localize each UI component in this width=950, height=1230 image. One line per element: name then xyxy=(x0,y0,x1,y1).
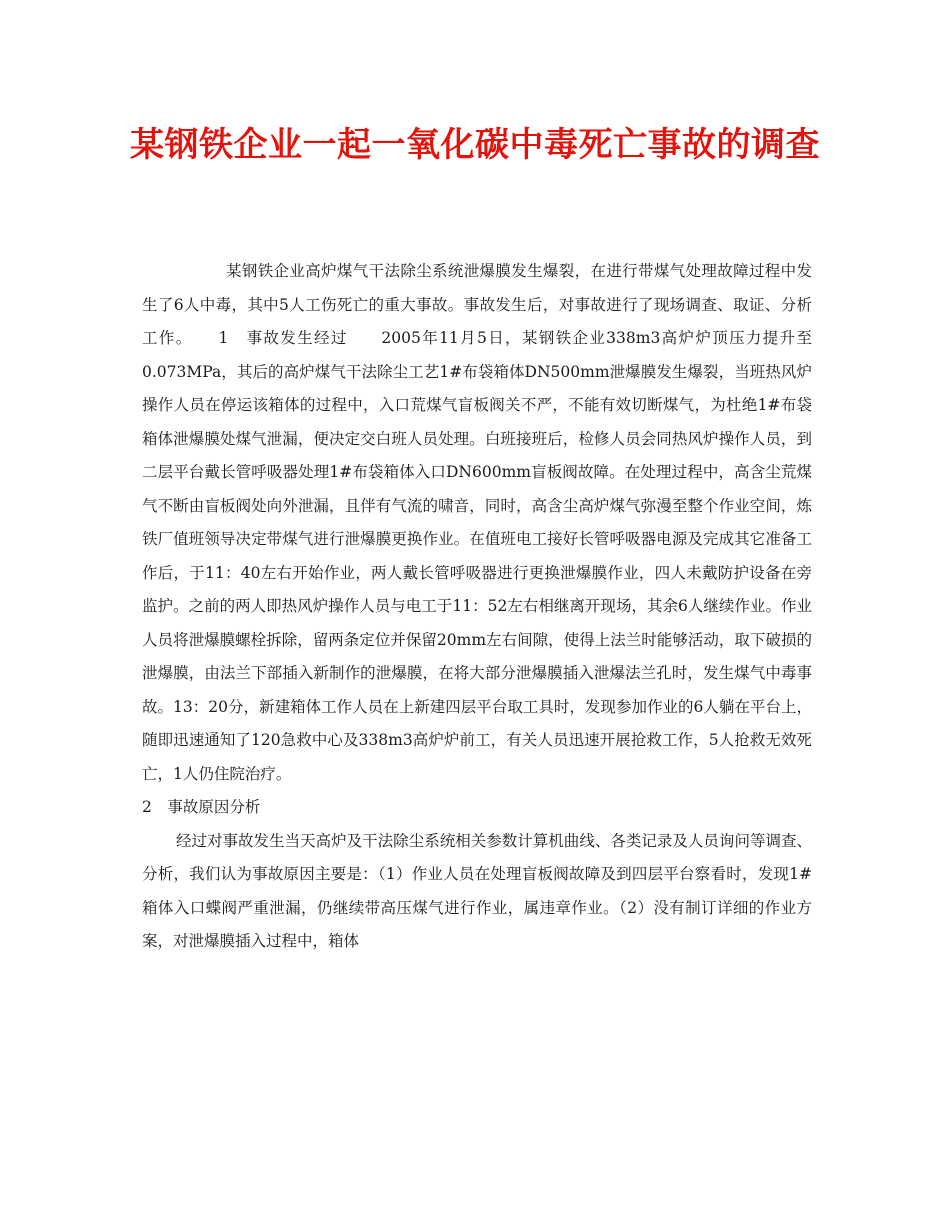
section-heading-cause-analysis: 2 事故原因分析 xyxy=(142,798,261,816)
document-title: 某钢铁企业一起一氧化碳中毒死亡事故的调查 xyxy=(130,125,820,165)
cause-analysis-paragraph: 经过对事故发生当天高炉及干法除尘系统相关参数计算机曲线、各类记录及人员询问等调查、分析，我们认为事故原因主要是：（1）作业人员在处理盲板阀故障及到四层平台察看时，发现1#箱体入口蝶阀严重泄漏，仍继续带高压煤气进行作业，属违章作业。（2）没有制订详细的作业方案，对泄爆膜插入过程中，箱体 xyxy=(142,831,812,950)
intro-paragraph: 某钢铁企业高炉煤气干法除尘系统泄爆膜发生爆裂，在进行带煤气处理故障过程中发生了6人中毒，其中5人工伤死亡的重大事故。事故发生后，对事故进行了现场调查、取证、分析工作。 1 事故发生经过 2005年11月5日，某钢铁企业338m3高炉炉顶压力提升至0.073MPa，其后的高炉煤气干法除尘工艺1#布袋箱体DN500mm泄爆膜发生爆裂，当班热风炉操作人员在停运该箱体的过程中，入口荒煤气盲板阀关不严，不能有效切断煤气，为杜绝1#布袋箱体泄爆膜处煤气泄漏，便决定交白班人员处理。白班接班后，检修人员会同热风炉操作人员，到二层平台戴长管呼吸器处理1#布袋箱体入口DN600mm盲板阀故障。在处理过程中，高含尘荒煤气不断由盲板阀处向外泄漏，且伴有气流的啸音，同时，高含尘高炉煤气弥漫至整个作业空间，炼铁厂值班领导决定带煤气进行泄爆膜更换作业。在值班电工接好长管呼吸器电源及完成其它准备工作后，于11：40左右开始作业，两人戴长管呼吸器进行更换泄爆膜作业，四人未戴防护设备在旁监护。之前的两人即热风炉操作人员与电工于11：52左右相继离开现场，其余6人继续作业。作业人员将泄爆膜螺栓拆除，留两条定位并保留20mm左右间隙，使得上法兰时能够活动，取下破损的泄爆膜，由法兰下部插入新制作的泄爆膜，在将大部分泄爆膜插入泄爆法兰孔时，发生煤气中毒事故。13：20分，新建箱体工作人员在上新建四层平台取工具时，发现参加作业的6人躺在平台上，随即迅速通知了120急救中心及338m3高炉炉前工，有关人员迅速开展抢救工作，5人抢救无效死亡，1人仍住院治疗。 xyxy=(142,262,812,783)
document-body xyxy=(142,255,812,959)
